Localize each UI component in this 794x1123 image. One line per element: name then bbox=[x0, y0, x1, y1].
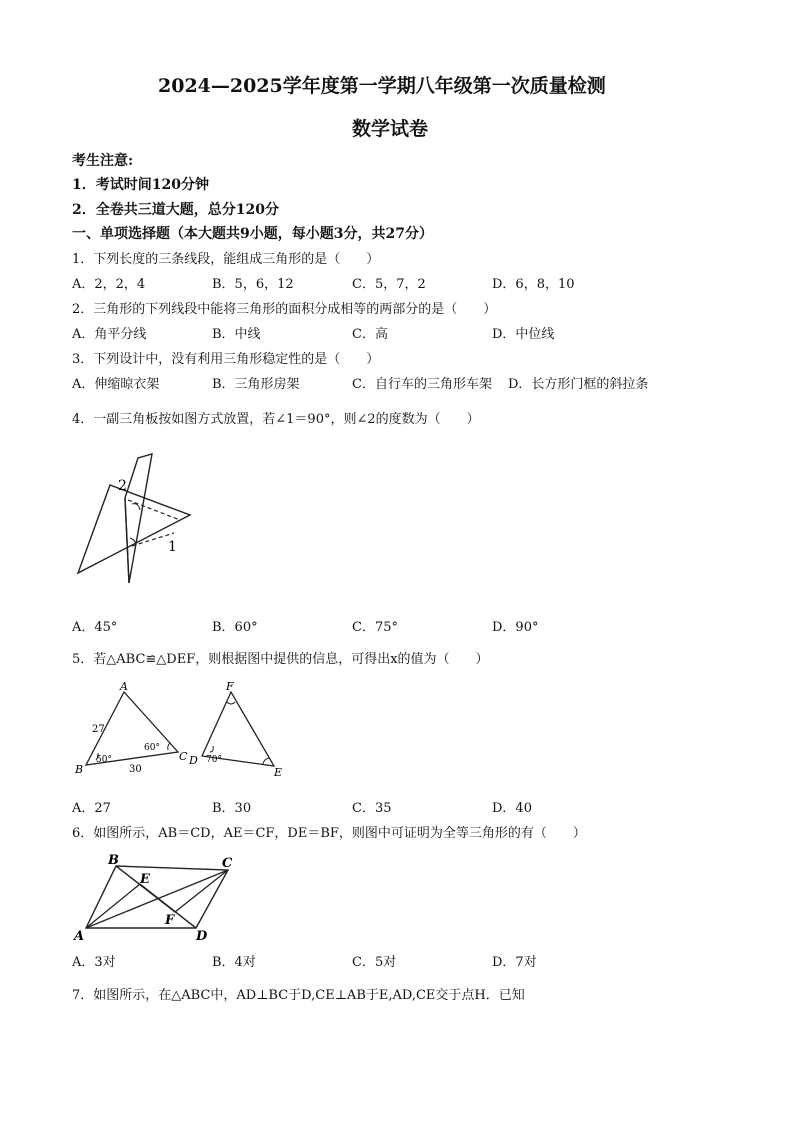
vertex-a-label: A bbox=[120, 680, 128, 693]
option-d: D．90° bbox=[492, 620, 539, 635]
option-d: D．中位线 bbox=[492, 327, 555, 342]
option-b: B．中线 bbox=[212, 327, 261, 342]
angle-d-label: 70° bbox=[206, 755, 222, 765]
option-d: D．7对 bbox=[492, 955, 537, 970]
vertex-b-label: B bbox=[75, 763, 84, 776]
option-b: B．三角形房架 bbox=[212, 377, 300, 392]
question-stem: 3．下列设计中，没有利用三角形稳定性的是（ ） bbox=[72, 352, 380, 367]
option-b: B．5，6，12 bbox=[212, 277, 294, 292]
option-d: D．40 bbox=[492, 801, 532, 816]
right-triangle-edge bbox=[125, 498, 129, 583]
option-a: A．3对 bbox=[72, 955, 116, 970]
option-d: D．长方形门框的斜拉条 bbox=[508, 377, 649, 392]
option-a: A．27 bbox=[72, 801, 111, 816]
angle-arc bbox=[168, 743, 170, 750]
parallelogram-figure bbox=[72, 852, 242, 944]
diagonal-ac bbox=[86, 870, 228, 928]
question-stem: 2．三角形的下列线段中能将三角形的面积分成相等的两部分的是（ ） bbox=[72, 302, 497, 317]
notes-heading: 考生注意: bbox=[72, 153, 134, 169]
question-stem: 5．若△ABC≌△DEF，则根据图中提供的信息，可得出x的值为（ ） bbox=[72, 652, 489, 667]
congruent-triangles-figure bbox=[72, 680, 292, 785]
vertex-f-label: F bbox=[226, 680, 234, 693]
option-a: A．45° bbox=[72, 620, 118, 635]
option-b: B．30 bbox=[212, 801, 252, 816]
page-subtitle: 数学试卷 bbox=[352, 118, 429, 140]
question-stem: 1．下列长度的三条线段，能组成三角形的是（ ） bbox=[72, 252, 380, 267]
note-item: 2．全卷共三道大题，总分120分 bbox=[72, 202, 279, 218]
angle-1-label: 1 bbox=[168, 539, 177, 555]
angle-arc bbox=[210, 746, 213, 752]
option-b: B．60° bbox=[212, 620, 258, 635]
point-f-label: F bbox=[165, 913, 175, 928]
vertex-d-label: D bbox=[189, 754, 198, 767]
hidden-edge bbox=[128, 500, 180, 520]
option-c: C．75° bbox=[352, 620, 398, 635]
side-bc-label: 30 bbox=[129, 764, 142, 775]
section-heading: 一、单项选择题（本大题共9小题，每小题3分，共27分） bbox=[72, 226, 433, 242]
side-ab-label: 27 bbox=[92, 724, 105, 735]
option-b: B．4对 bbox=[212, 955, 256, 970]
vertex-c-label: C bbox=[222, 856, 233, 871]
vertex-b-label: B bbox=[108, 853, 119, 868]
angle-c-label: 60° bbox=[144, 743, 160, 753]
question-stem: 6．如图所示，AB＝CD，AE＝CF，DE＝BF，则图中可证明为全等三角形的有（ ） bbox=[72, 826, 586, 841]
option-c: C．自行车的三角形车架 bbox=[352, 377, 492, 392]
angle-arc bbox=[132, 504, 140, 510]
angle-2-label: 2 bbox=[118, 478, 127, 494]
right-triangle-shape bbox=[125, 454, 152, 583]
option-c: C．5对 bbox=[352, 955, 397, 970]
option-a: A．2，2，4 bbox=[72, 277, 146, 292]
note-item: 1．考试时间120分钟 bbox=[72, 177, 209, 193]
page-title: 2024—2025学年度第一学期八年级第一次质量检测 bbox=[158, 75, 606, 97]
vertex-e-label: E bbox=[274, 766, 283, 779]
vertex-d-label: D bbox=[196, 929, 208, 944]
option-d: D．6，8，10 bbox=[492, 277, 575, 292]
left-triangle-shape bbox=[78, 485, 190, 573]
option-a: A．角平分线 bbox=[72, 327, 147, 342]
segment-fc bbox=[175, 870, 228, 912]
angle-b-label: 50° bbox=[96, 755, 112, 765]
option-c: C．高 bbox=[352, 327, 388, 342]
option-c: C．5，7，2 bbox=[352, 277, 426, 292]
vertex-a-label: A bbox=[74, 929, 85, 944]
segment-ae bbox=[86, 884, 140, 928]
question-stem: 4．一副三角板按如图方式放置，若∠1＝90°，则∠2的度数为（ ） bbox=[72, 412, 480, 427]
angle-arc bbox=[263, 758, 269, 764]
option-a: A．伸缩晾衣架 bbox=[72, 377, 160, 392]
option-c: C．35 bbox=[352, 801, 392, 816]
angle-arc bbox=[227, 702, 235, 704]
point-e-label: E bbox=[140, 872, 150, 887]
set-square-figure bbox=[70, 440, 200, 590]
question-stem: 7．如图所示，在△ABC中，AD⊥BC于D,CE⊥AB于E,AD,CE交于点H．已知 bbox=[72, 988, 525, 1003]
vertex-c-label: C bbox=[179, 750, 188, 763]
